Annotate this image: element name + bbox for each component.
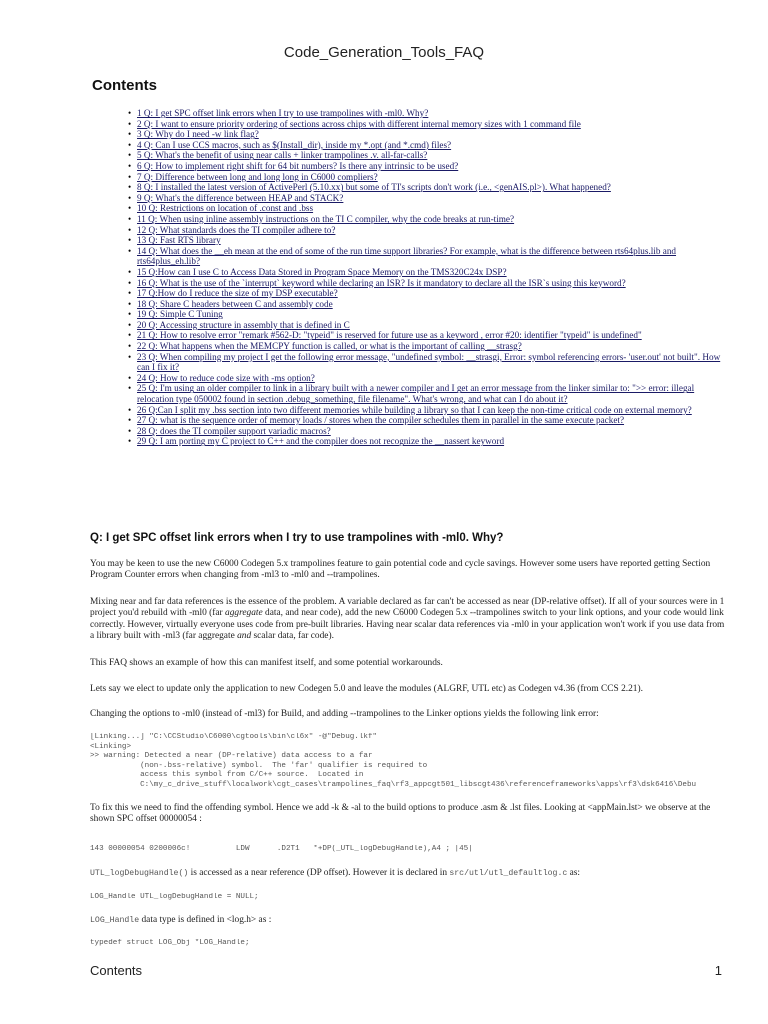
toc-link-1[interactable]: 1 Q: I get SPC offset link errors when I try to use trampolines with -ml0. Why?	[137, 108, 429, 118]
toc-item[interactable]	[128, 415, 728, 426]
toc-link-13[interactable]: 13 Q: Fast RTS library	[137, 235, 221, 246]
toc-link-5[interactable]: 5 Q: What's the benefit of using near calls + linker trampolines .v. all-far-calls?	[137, 150, 428, 161]
toc-link-16[interactable]: 16 Q: What is the use of the `interrupt` keyword while declaring an ISR? Is it mandatory to declare all the ISR`s using this keyword?	[137, 277, 626, 288]
toc-item[interactable]	[128, 288, 728, 299]
page-title: Code_Generation_Tools_FAQ	[283, 44, 485, 61]
toc-link-29[interactable]: 29 Q: I am porting my C project to C++ and the compiler does not recognize the __nassert keyword	[137, 436, 505, 447]
paragraph-log-handle	[90, 915, 730, 926]
toc-item[interactable]	[128, 214, 728, 225]
toc-link-3[interactable]: 3 Q: Why do I need -w link flag?	[137, 129, 259, 140]
inline-code: LOG_Handle	[90, 916, 140, 925]
paragraph-intro: You may be keen to use the new C6000 Codegen 5.x trampolines feature to gain potential code and cycle savings. However some users have reported getting Section Program Counter errors when changing from -ml3 to -ml0 and --trampolines.	[90, 559, 711, 581]
toc-link-27[interactable]: 27 Q: what is the sequence order of memory loads / stores when the compiler schedules them in parallel in the same execute packet?	[137, 415, 625, 426]
toc-item[interactable]	[128, 150, 728, 161]
toc-link-24[interactable]: 24 Q: How to reduce code size with -ms option?	[137, 372, 315, 383]
toc-link-8[interactable]: 8 Q: I installed the latest version of ActivePerl (5.10.xx) but some of TI's scripts don't work (i.e., <genAIS.pl>). What happened?	[137, 182, 611, 193]
toc-item[interactable]	[128, 246, 728, 267]
toc-link-9[interactable]: 9 Q: What's the difference between HEAP and STACK?	[137, 192, 344, 203]
toc-link-2[interactable]: 2 Q: I want to ensure priority ordering of sections across chips with different internal memory sizes with 1 command file	[137, 118, 581, 129]
toc-link-20[interactable]: 20 Q: Accessing structure in assembly that is defined in C	[137, 319, 350, 330]
toc-link-25[interactable]: 25 Q: I'm using an older compiler to link in a library built with a newer compiler and I get an error message from the linker similar to: ">> error: illegal relocation type 050002 found in section .debug_something, file filename". What's wrong, and what can I do about it?	[137, 383, 695, 405]
toc-link-23[interactable]: 23 Q: When compiling my project I get the following error message, "undefined symbol: __strasgi, Error: symbol referencing errors- 'user.out' not built". How can I fix it?	[137, 351, 721, 373]
toc-item[interactable]	[128, 161, 728, 172]
toc-link-19[interactable]: 19 Q: Simple C Tuning	[137, 309, 223, 320]
toc-item[interactable]	[128, 299, 728, 310]
table-of-contents	[128, 108, 728, 447]
emphasis-text: and	[237, 631, 252, 642]
paragraph-text: as:	[567, 868, 581, 878]
toc-item[interactable]	[128, 172, 728, 183]
toc-link-15[interactable]: 15 Q:How can I use C to Access Data Stored in Program Space Memory on the TMS320C24x DSP?	[137, 266, 507, 277]
paragraph-mixing	[90, 597, 730, 643]
code-block-typedef: typedef struct LOG_Obj *LOG_Handle;	[90, 939, 250, 947]
toc-item[interactable]	[128, 436, 728, 447]
footer-page-number: 1	[714, 963, 722, 978]
toc-item[interactable]	[128, 235, 728, 246]
paragraph-near-reference	[90, 868, 730, 879]
paragraph-text: data type is defined in <log.h> as :	[139, 915, 272, 925]
inline-code: UTL_logDebugHandle()	[90, 869, 189, 878]
toc-item[interactable]	[128, 426, 728, 437]
toc-link-18[interactable]: 18 Q: Share C headers between C and assembly code	[137, 298, 333, 309]
toc-item[interactable]	[128, 352, 728, 373]
paragraph-update: Lets say we elect to update only the application to new Codegen 5.0 and leave the modules (ALGRF, UTL etc) as Codegen v4.36 (from CCS 2.21).	[90, 684, 643, 694]
toc-link-26[interactable]: 26 Q:Can I split my .bss section into two different memories while building a library so that I can keep the non-time critical code on external memory?	[137, 404, 692, 415]
toc-item[interactable]	[128, 309, 728, 320]
toc-item[interactable]	[128, 373, 728, 384]
paragraph-options: Changing the options to -ml0 (instead of -ml3) for Build, and adding --trampolines to the Linker options yields the following link error:	[90, 709, 599, 719]
toc-item[interactable]	[128, 203, 728, 214]
paragraph-text: data, and near code), add the new C6000 Codegen 5.x --trampolines switch to your link options, and your code would link correctly. However, virtually everyone uses code from pre-built libraries. Having near scalar data references via -ml0 in your application won't work if you use data from a library built with -ml3 (far aggregate	[90, 608, 725, 642]
paragraph-text: scalar data, far code).	[251, 631, 334, 642]
toc-item[interactable]	[128, 140, 728, 151]
toc-item[interactable]	[128, 129, 728, 140]
toc-item[interactable]	[128, 278, 728, 289]
paragraph-text: Mixing near and far data references is the essence of the problem. A variable declared as far can't be accessed as near (DP-relative offset). If all of your sources were in 1 project you'd rebuild with -ml0 (far	[90, 597, 725, 619]
toc-link-12[interactable]: 12 Q: What standards does the TI compiler adhere to?	[137, 224, 336, 235]
toc-item[interactable]	[128, 405, 728, 416]
inline-code-path: src/utl/utl_defaultlog.c	[449, 869, 568, 878]
toc-link-10[interactable]: 10 Q: Restrictions on location of .const and .bss	[137, 203, 314, 214]
toc-item[interactable]	[128, 383, 728, 404]
code-block-listing: 143 00000054 0200006c! LDW .D2T1 *+DP(_UTL_logDebugHandle),A4 ; |45|	[90, 845, 473, 853]
toc-link-17[interactable]: 17 Q:How do I reduce the size of my DSP executable?	[137, 288, 338, 299]
paragraph-text: is accessed as a near reference (DP offset). However it is declared in	[188, 868, 450, 878]
code-block-link-error: [Linking...] "C:\CCStudio\C6000\cgtools\bin\cl6x" -@"Debug.lkf" <Linking> >> warning: Detected a near (DP-relative) data access to a far (non-.bss-relative) symbol. The 'far' qualifier is required to access this symbol from C/C++ source. Located in C:\my_c_drive_stuff\localwork\cgt_cases\trampolines_faq\rf3_appcgt501_libscgt436\referenceframeworks\apps\rf3\dsk6416\Debu	[90, 733, 697, 789]
contents-heading: Contents	[92, 77, 157, 94]
toc-item[interactable]	[128, 267, 728, 278]
paragraph-fix: To fix this we need to find the offending symbol. Hence we add -k & -al to the build options to produce .asm & .lst files. Looking at <appMain.lst> we observe at the shown SPC offset 00000054 :	[90, 803, 711, 825]
paragraph-example: This FAQ shows an example of how this can manifest itself, and some potential workarounds.	[90, 658, 443, 668]
toc-item[interactable]	[128, 193, 728, 204]
toc-link-22[interactable]: 22 Q: What happens when the MEMCPY function is called, or what is the important of calling __strasg?	[137, 341, 522, 352]
toc-item[interactable]	[128, 225, 728, 236]
toc-link-11[interactable]: 11 Q: When using inline assembly instructions on the TI C compiler, why the code breaks at run-time?	[137, 213, 515, 224]
toc-item[interactable]	[128, 330, 728, 341]
code-block-declaration: LOG_Handle UTL_logDebugHandle = NULL;	[90, 893, 259, 901]
toc-item[interactable]	[128, 108, 728, 119]
toc-item[interactable]	[128, 182, 728, 193]
toc-link-4[interactable]: 4 Q: Can I use CCS macros, such as $(Install_dir), inside my *.opt (and *.cmd) files?	[137, 139, 452, 150]
toc-link-7[interactable]: 7 Q: Difference between long and long long in C6000 compliers?	[137, 171, 378, 182]
footer-section-label: Contents	[90, 963, 143, 978]
toc-link-6[interactable]: 6 Q: How to implement right shift for 64 bit numbers? Is there any intrinsic to be used?	[137, 160, 459, 171]
toc-link-21[interactable]: 21 Q: How to resolve error "remark #562-D: "typeid" is reserved for future use as a keyword , error #20: identifier "typeid" is undefined"	[137, 330, 642, 341]
emphasis-text: aggregate	[225, 608, 263, 619]
toc-item[interactable]	[128, 119, 728, 130]
toc-link-14[interactable]: 14 Q: What does the __eh mean at the end of some of the run time support libraries? For example, what is the difference between rts64plus.lib and rts64plus_eh.lib?	[137, 245, 677, 267]
toc-item[interactable]	[128, 341, 728, 352]
toc-item[interactable]	[128, 320, 728, 331]
toc-link-28[interactable]: 28 Q: does the TI compiler support variadic macros?	[137, 425, 331, 436]
section-heading: Q: I get SPC offset link errors when I try to use trampolines with -ml0. Why?	[90, 532, 504, 544]
